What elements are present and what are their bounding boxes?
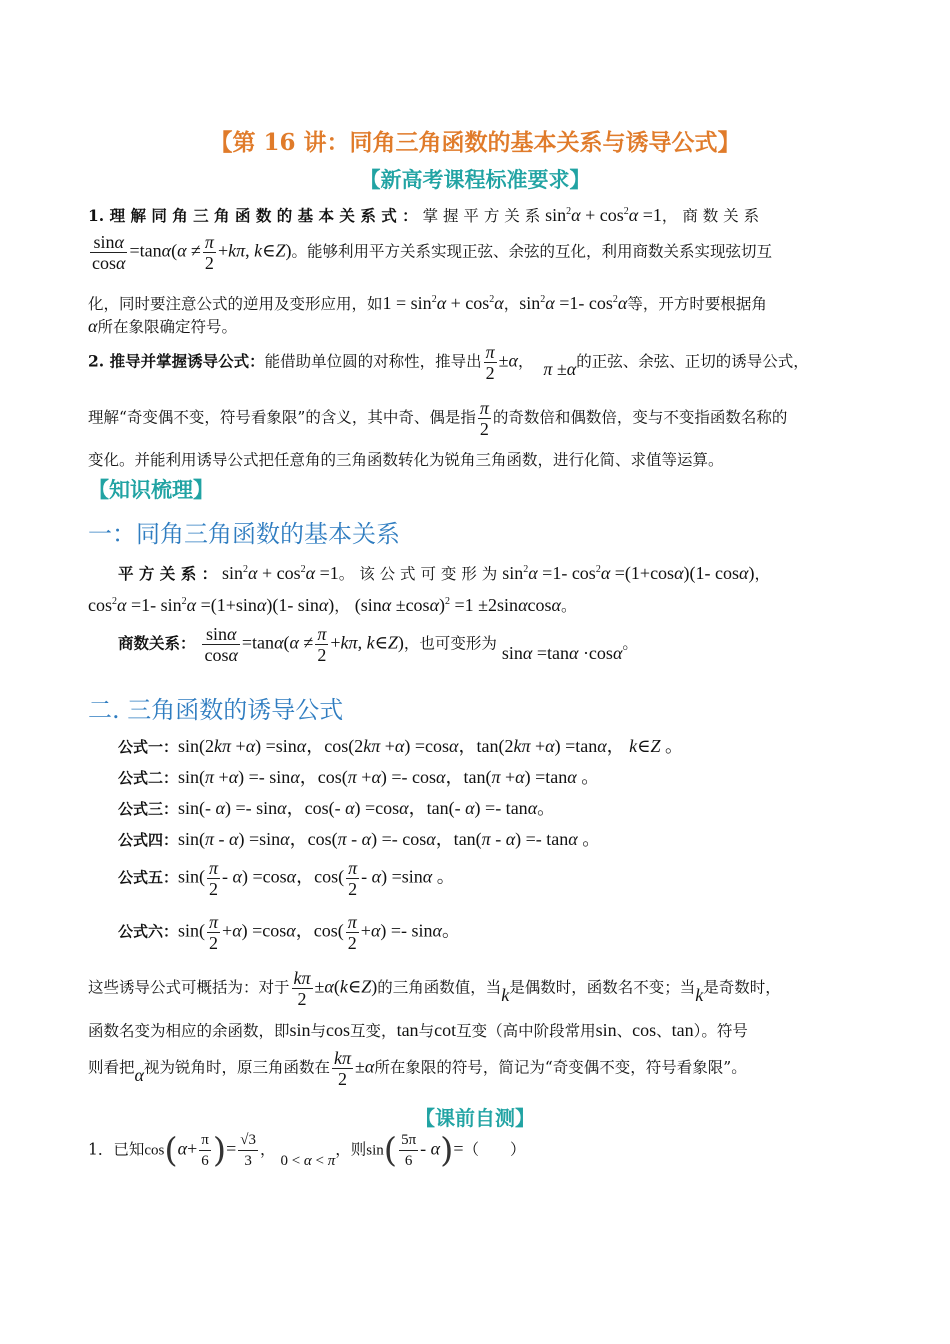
- req2-text-5: 的奇数倍和偶数倍，变与不变指函数名称的: [492, 408, 788, 427]
- formula-4: 公式四：sin(π - α) =sinα，cos(π - α) =- cosα，tan(π - α) =- tanα 。: [118, 829, 601, 849]
- formula-1: 公式一：sin(2kπ +α) =sinα，cos(2kπ +α) =cosα，tan(2kπ +α) =tanα， k∈Z 。: [118, 736, 684, 756]
- req1-text-2: ， 商 数 关 系: [661, 207, 760, 225]
- summary-line1: 这些诱导公式可概括为：对于 $\frac{k\pi}{2}$ ±α(k∈Z)的三角函数值，当k是偶数时，函数名不变；当k是奇数时，: [88, 968, 781, 1009]
- requirement-1-line3: 化，同时要注意公式的逆用及变形应用，如$1 = \sin^2\alpha + \cos^2\alpha$，$\sin^2\alpha =1-$ $\cos^2\alpha$等，开方时要根据角: [88, 293, 767, 313]
- square-text-1: 。 该 公 式 可 变 形 为: [338, 565, 498, 583]
- formula-2: 公式二：sin(π +α) =- sinα，cos(π +α) =- cosα，tan(π +α) =tanα 。: [118, 767, 600, 787]
- requirement-2-line3: [88, 450, 864, 470]
- requirement-1-line2: $\frac{\sin\alpha}{\cos\alpha}$ =tanα(α ≠ $\frac{\pi}{2}$ +kπ, k∈Z)。能够利用平方关系实现正弦、余弦的互化，利用商数关系实现弦切互: [92, 232, 772, 273]
- req2-text-3: 的正弦、余弦、正切的诱导公式，: [576, 352, 809, 371]
- req1-formula-square: $\sin^2\alpha + \cos^2\alpha =1$: [545, 205, 662, 225]
- formula-5: 公式五：sin( $\frac{\pi}{2}$ - α) =cosα，cos( $\frac{\pi}{2}$ - α) =sinα 。: [118, 858, 455, 899]
- req1-text-7: 所在象限确定符号。: [97, 318, 237, 336]
- req2-text-6: 变化。并能利用诱导公式把任意角的三角函数转化为锐角三角函数，进行化简、求值等运算。: [88, 451, 724, 469]
- section-1-heading: 一：同角三角函数的基本关系: [88, 520, 400, 548]
- req2-text-1: 能借助单位圆的对称性，推导出: [264, 352, 482, 371]
- req1-text-1: 掌 握 平 方 关 系: [422, 207, 541, 225]
- square-text-3: ，: [334, 597, 350, 615]
- lecture-title: 【第 16 讲：同角三角函数的基本关系与诱导公式】: [209, 129, 741, 156]
- req1-text-4: 化，同时要注意公式的逆用及变形应用，如: [88, 295, 383, 313]
- summary-line3: 则看把α视为锐角时，原三角函数在 $\frac{k\pi}{2}$ ±α所在象限的符号，简记为“奇变偶不变，符号看象限”。: [88, 1048, 747, 1089]
- requirement-2-line2: [88, 398, 864, 439]
- req2-frac-pi-2b: $\frac{\pi}{2}$: [479, 398, 489, 439]
- question-1: 1．已知cos(α+ $\frac{\pi}{6}$ )= $\frac{√3}{3}$ ， 0 < α < π，则sin( $\frac{5\pi}{6}$ - α)=（ ）: [88, 1130, 526, 1171]
- square-label: 平 方 关 系 ：: [118, 564, 218, 583]
- requirement-1-line4: α所在象限确定符号。: [88, 316, 237, 336]
- quotient-label: 商数关系：: [118, 633, 196, 653]
- quotient-text-1: ，也可变形为: [403, 634, 497, 653]
- req2-lead: 2. 推导并掌握诱导公式：: [88, 351, 265, 371]
- req1-text-3: 。能够利用平方关系实现正弦、余弦的互化，利用商数关系实现弦切互: [291, 242, 772, 261]
- requirement-1: [88, 202, 864, 226]
- req1-frac-pi-2: $\frac{\pi}{2}$: [204, 232, 214, 273]
- pretest-heading: 【课前自测】: [415, 1106, 535, 1130]
- standards-heading: 【新高考课程标准要求】: [359, 167, 591, 192]
- section-2-heading: 二. 三角函数的诱导公式: [88, 696, 344, 724]
- square-text-4: 。: [560, 597, 577, 615]
- req1-frac-sin-cos: $\frac{\sin\alpha}{\cos\alpha}$: [92, 232, 126, 273]
- req1-text-5: ，: [503, 295, 520, 313]
- formula-3: 公式三：sin(- α) =- sinα，cos(- α) =cosα，tan(- α) =- tanα。: [118, 798, 556, 818]
- formula-6: 公式六：sin( $\frac{\pi}{2}$ +α) =cosα，cos( $\frac{\pi}{2}$ +α) =- sinα。: [118, 912, 460, 953]
- square-relation: 平 方 关 系 ： $\sin^2\alpha + \cos^2\alpha =1$。 该 公 式 可 变 形 为 $\sin^2\alpha =1-$ $\cos^2\alpha =(1+\cos\alpha)(1-$ cosα)，: [118, 563, 770, 583]
- req1-lead: 1. 理 解 同 角 三 角 函 数 的 基 本 关 系 式 ：: [88, 206, 418, 225]
- req1-text-6: 等，开方时要根据角: [627, 295, 767, 313]
- square-text-2: ，: [754, 565, 770, 583]
- quotient-text-2: 。: [622, 634, 638, 653]
- summary-line2: 函数名变为相应的余函数，即sin与cos互变，tan与cot互变（高中阶段常用sin、cos、tan）。符号: [88, 1020, 748, 1040]
- req2-text-4: 理解“奇变偶不变，符号看象限”的含义，其中奇、偶是指: [88, 408, 476, 427]
- requirement-2: 2. 推导并掌握诱导公式：能借助单位圆的对称性，推导出 $\frac{\pi}{2}$ ±α， π ±α的正弦、余弦、正切的诱导公式，: [88, 342, 809, 383]
- knowledge-heading: 【知识梳理】: [88, 477, 214, 502]
- quotient-relation: 商数关系： $\frac{\sin\alpha}{\cos\alpha}$ =tanα(α ≠ $\frac{\pi}{2}$ +kπ, k∈Z)，也可变形为 sinα =tanα ·cosα。: [118, 624, 638, 665]
- square-relation-line2: $\cos^2\alpha =1-$ $\sin^2\alpha =(1+\sin\alpha)(1-$ sinα)， $(\sin\alpha \pm\cos\alpha)^2 =1 \pm 2\sin\alpha\cos\alpha$。: [88, 595, 577, 615]
- req2-frac-pi-2: $\frac{\pi}{2}$: [485, 342, 495, 383]
- req2-text-2: ，: [517, 352, 534, 371]
